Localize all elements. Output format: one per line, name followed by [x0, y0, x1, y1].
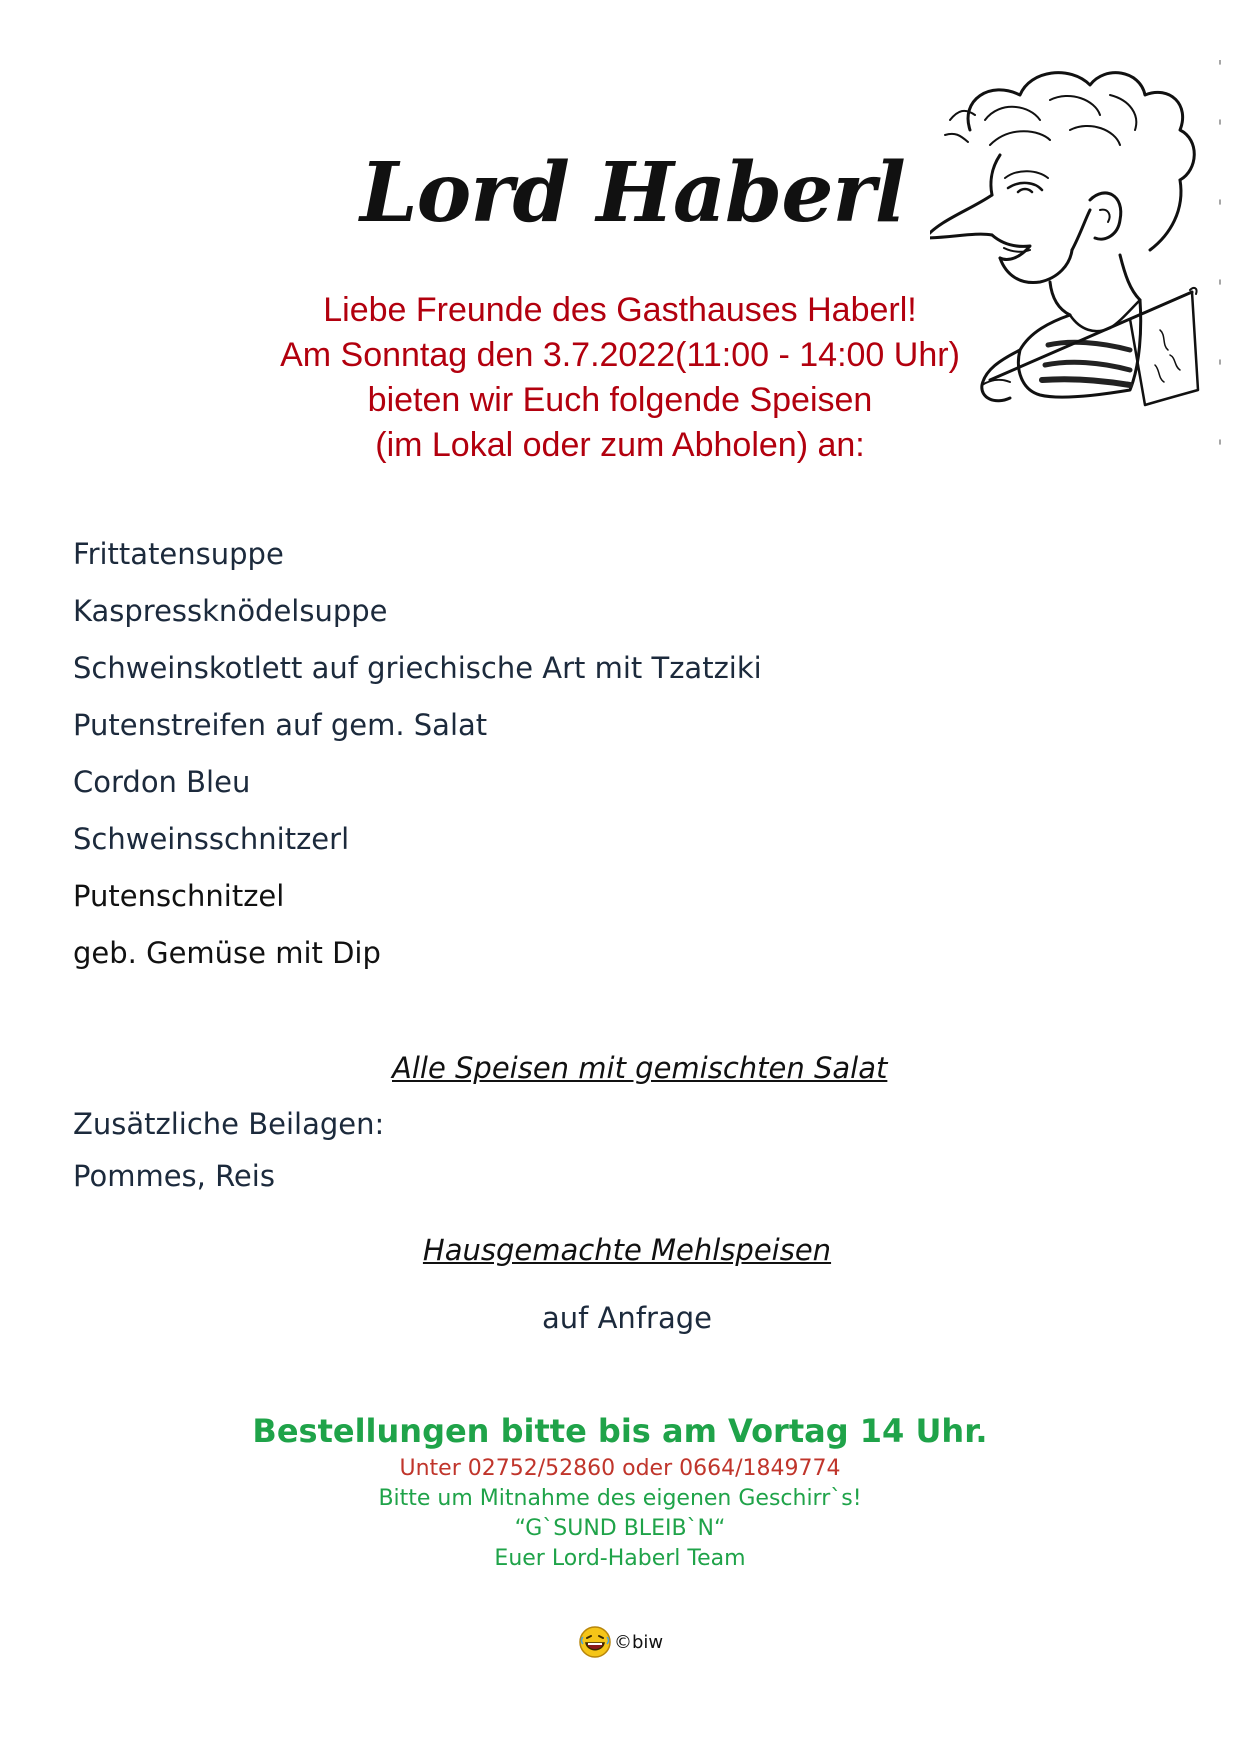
order-deadline: Bestellungen bitte bis am Vortag 14 Uhr. [252, 1412, 988, 1450]
intro-greeting: Liebe Freunde des Gasthauses Haberl! [323, 291, 917, 329]
phone-numbers: Unter 02752/52860 oder 0664/1849774 [399, 1456, 841, 1481]
menu-item: Frittatensuppe [73, 537, 284, 571]
side-dishes-items: Pommes, Reis [73, 1159, 275, 1193]
menu-list [73, 534, 762, 990]
intro-offer: bieten wir Euch folgende Speisen [367, 381, 873, 419]
menu-item: Schweinsschnitzerl [73, 822, 350, 856]
side-dishes-heading: Zusätzliche Beilagen: [73, 1107, 385, 1141]
pastries-heading-row [0, 1230, 1240, 1270]
signature-text: ©biw [614, 1631, 664, 1653]
signature [578, 1622, 663, 1662]
team-signoff: Euer Lord-Haberl Team [494, 1546, 746, 1571]
salad-note: Alle Speisen mit gemischten Salat [392, 1051, 888, 1085]
menu-item: geb. Gemüse mit Dip [73, 936, 381, 970]
menu-item: Putenschnitzel [73, 879, 285, 913]
menu-item: Schweinskotlett auf griechische Art mit Tzatziki [73, 651, 762, 685]
dishes-note: Bitte um Mitnahme des eigenen Geschirr`s! [378, 1486, 862, 1511]
restaurant-logo: Lord Haberl [360, 145, 905, 241]
menu-item: Putenstreifen auf gem. Salat [73, 708, 488, 742]
side-dishes [73, 1104, 384, 1196]
intro-service-options: (im Lokal oder zum Abholen) an: [375, 426, 865, 464]
menu-item: Cordon Bleu [73, 765, 251, 799]
laughing-smiley-icon [578, 1625, 612, 1659]
pastries-heading: Hausgemachte Mehlspeisen [422, 1233, 832, 1267]
footer-info [0, 1454, 1240, 1574]
pastries-note: auf Anfrage [542, 1301, 712, 1335]
menu-item: Kaspressknödelsuppe [73, 594, 388, 628]
intro-message [200, 288, 1040, 468]
intro-date-time: Am Sonntag den 3.7.2022(11:00 - 14:00 Uhr) [280, 336, 960, 374]
motto: “G`SUND BLEIB`N“ [514, 1516, 726, 1541]
